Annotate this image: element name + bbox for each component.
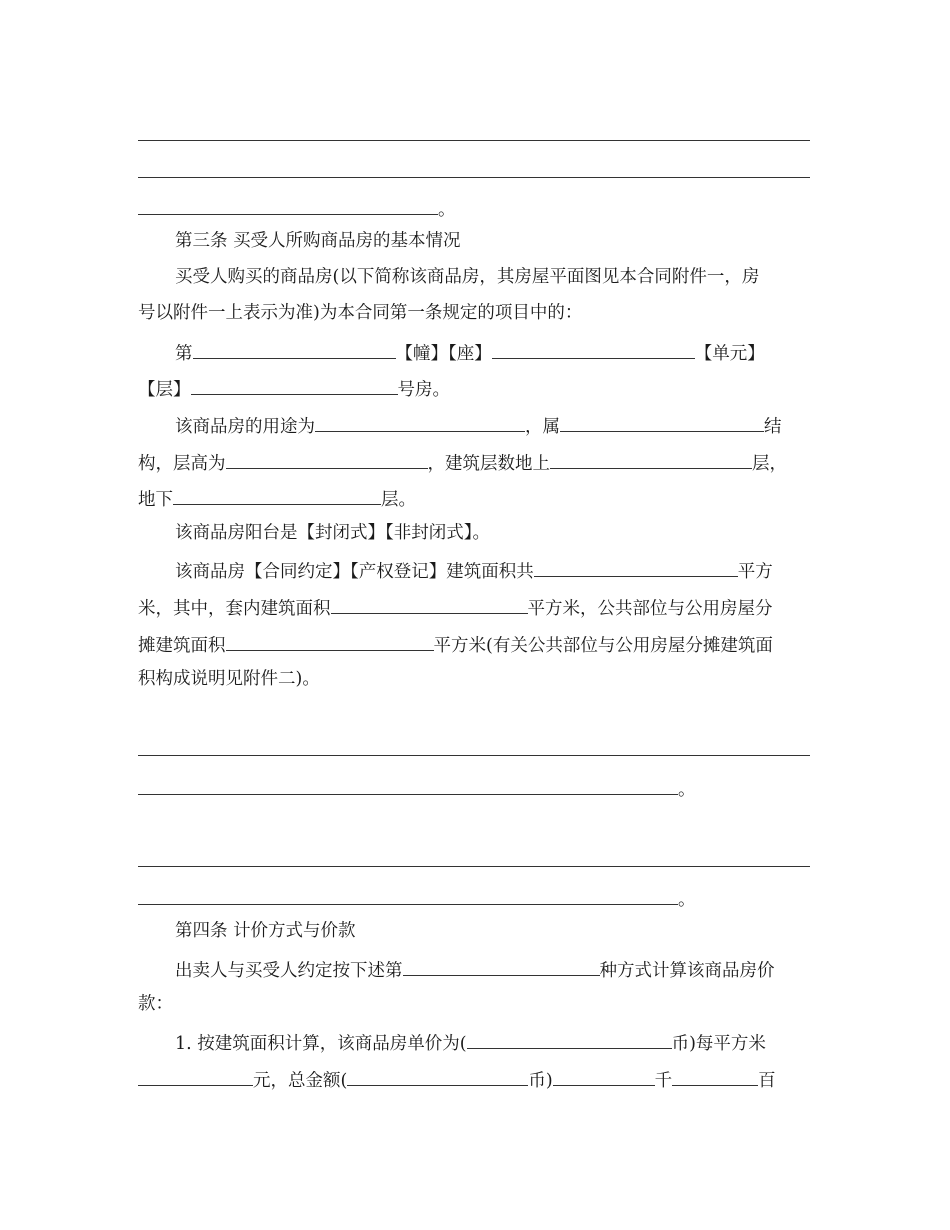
- text: 米，其中，套内建筑面积: [138, 599, 331, 619]
- area-line: 积构成说明见附件二)。: [138, 669, 320, 689]
- text: 种方式计算该商品房价: [599, 961, 775, 981]
- method-number-field: [403, 953, 600, 976]
- text: 千: [654, 1071, 673, 1091]
- shared-area-field: [226, 628, 434, 651]
- text: 出卖人与买受人约定按下述第: [175, 961, 403, 981]
- area-line: [138, 628, 773, 658]
- floors-above-field: [550, 446, 752, 469]
- text: 层，: [752, 454, 787, 474]
- text: 构，层高为: [138, 454, 226, 474]
- total-amount-line: [138, 1063, 776, 1093]
- floors-below-field: [173, 482, 381, 505]
- text: 该商品房【合同约定】【产权登记】建筑面积共: [175, 562, 534, 582]
- blank-field: [138, 772, 678, 795]
- text: 平方: [737, 562, 773, 582]
- text: 号房。: [397, 380, 450, 400]
- unit-price-line: [138, 1026, 766, 1056]
- blank-line: [138, 755, 810, 756]
- thousands-field: [553, 1063, 655, 1086]
- text: 层。: [381, 490, 416, 510]
- text: 平方米(有关公共部位与公用房屋分摊建筑面: [433, 636, 773, 656]
- text: 百: [758, 1071, 776, 1091]
- article-4-title: 第四条 计价方式与价款: [175, 921, 356, 941]
- pricing-method-line: [138, 953, 775, 983]
- blank-line: [138, 140, 810, 141]
- text: 【层】: [138, 380, 191, 400]
- unit-price-field: [138, 1063, 253, 1086]
- text: 1. 按建筑面积计算，该商品房单价为(: [175, 1034, 467, 1054]
- text: 【单元】: [694, 344, 765, 364]
- blank-line-with-period: [138, 882, 696, 912]
- text: 币): [528, 1071, 553, 1091]
- period: 。: [678, 780, 696, 800]
- blank-line-with-period: [138, 772, 696, 802]
- hundreds-field: [672, 1063, 758, 1086]
- text: 地下: [138, 490, 173, 510]
- total-currency-field: [347, 1063, 528, 1086]
- currency-field: [467, 1026, 672, 1049]
- blank-line: [138, 866, 810, 867]
- period: 。: [678, 890, 696, 910]
- height-floors-line: [138, 446, 787, 476]
- building-unit-line: [138, 336, 765, 366]
- floor-room-line: [138, 372, 450, 402]
- basement-line: [138, 482, 416, 512]
- text: 摊建筑面积: [138, 636, 226, 656]
- period: 。: [438, 200, 456, 220]
- text: 元，总金额(: [253, 1071, 348, 1091]
- structure-field: [560, 409, 764, 432]
- area-line: [138, 554, 773, 584]
- text: 平方米，公共部位与公用房屋分: [527, 599, 773, 619]
- blank-line-with-period: [138, 192, 456, 222]
- text: 第: [175, 344, 193, 364]
- text: 该商品房的用途为: [175, 417, 315, 437]
- unit-number-field: [492, 336, 695, 359]
- building-number-field: [193, 336, 396, 359]
- text: 币)每平方米: [671, 1034, 766, 1054]
- height-field: [226, 446, 428, 469]
- inner-area-field: [331, 591, 528, 614]
- floor-field: [191, 372, 398, 395]
- text: ，属: [525, 417, 560, 437]
- paragraph-line: 买受人购买的商品房(以下简称该商品房，其房屋平面图见本合同附件一，房: [175, 267, 760, 287]
- blank-field: [138, 882, 678, 905]
- article-3-title: 第三条 买受人所购商品房的基本情况: [175, 231, 461, 251]
- text: ，建筑层数地上: [427, 454, 550, 474]
- balcony-line: 该商品房阳台是【封闭式】【非封闭式】。: [175, 523, 490, 543]
- blank-line: [138, 177, 810, 178]
- text: 结: [764, 417, 782, 437]
- area-line: [138, 591, 773, 621]
- text: 【幢】【座】: [395, 344, 492, 364]
- usage-line: [138, 409, 782, 439]
- blank-field: [138, 192, 438, 215]
- total-area-field: [534, 554, 738, 577]
- usage-field: [315, 409, 525, 432]
- paragraph-line: 号以附件一上表示为准)为本合同第一条规定的项目中的：: [138, 303, 583, 323]
- paragraph-line: 款：: [138, 994, 173, 1014]
